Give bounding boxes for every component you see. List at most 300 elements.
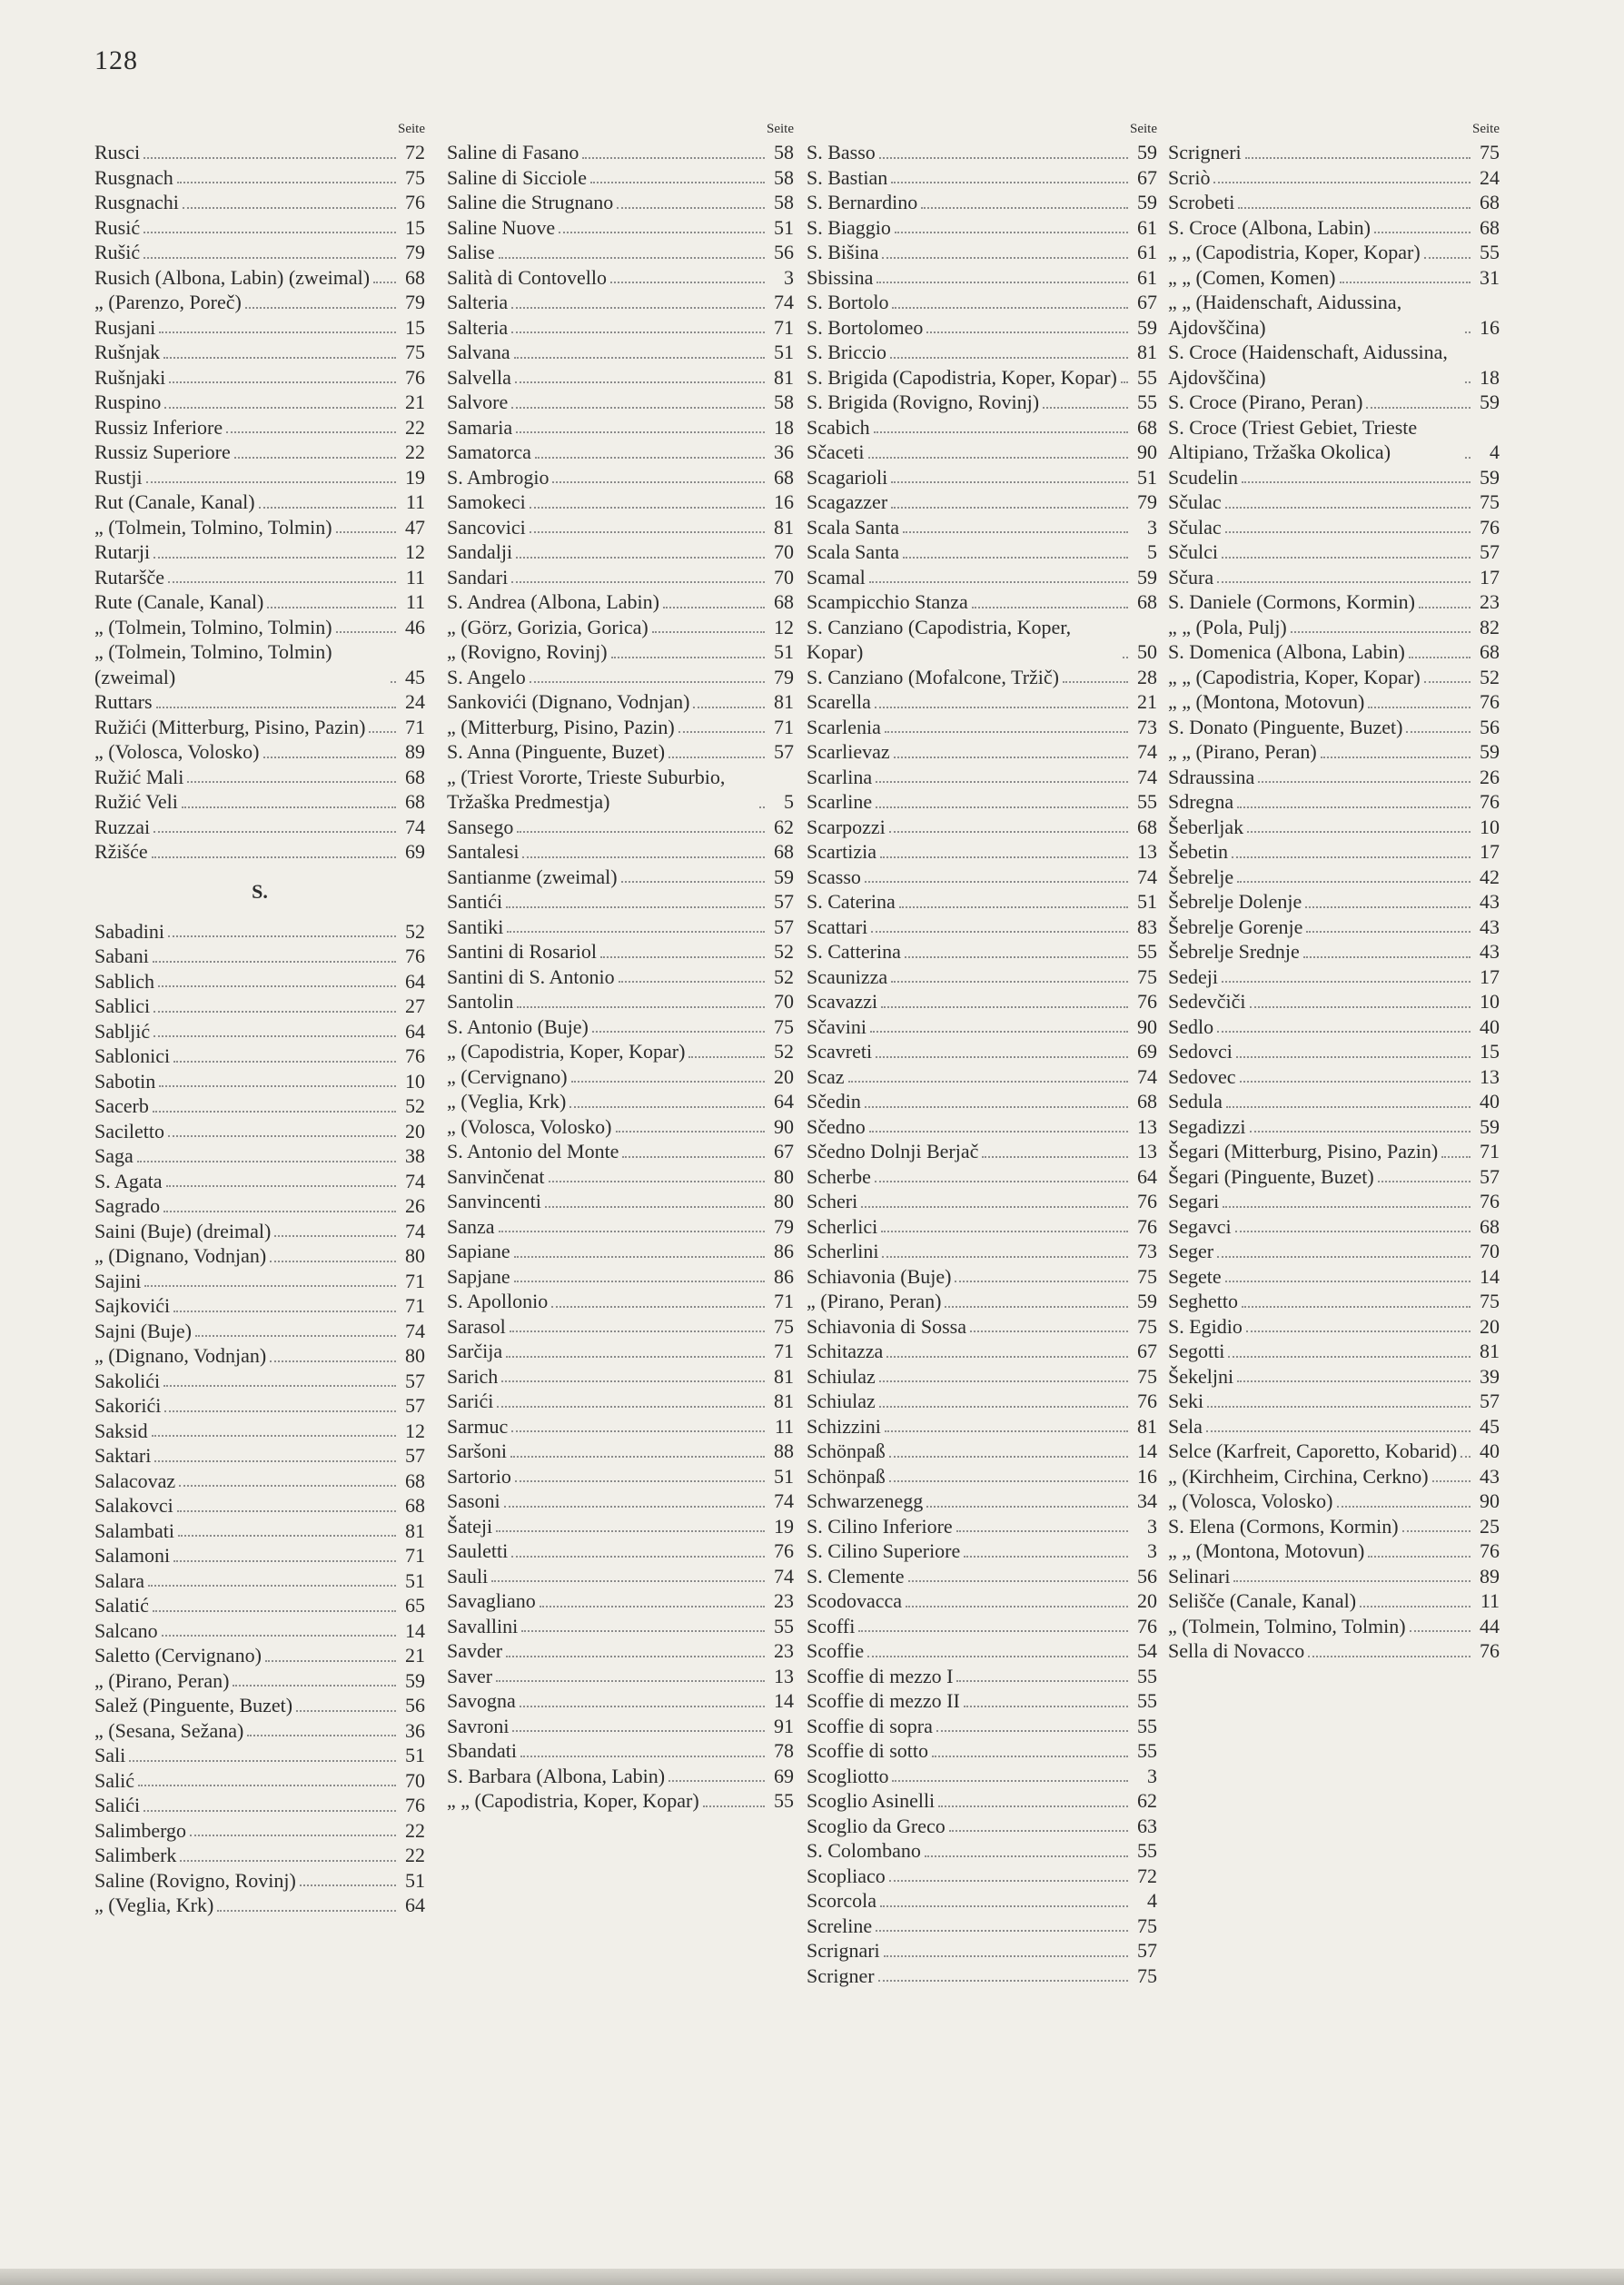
index-entry [94,1119,425,1144]
index-entry [447,865,794,890]
leader-dots [154,1460,396,1462]
leader-dots [1238,207,1471,209]
section-letter: S. [252,879,268,903]
entry-name: „ „ (Haidenschaft, Aidussina, Ajdovščina) [1168,291,1402,339]
entry-name: Šeberljak [1168,815,1244,838]
leader-dots [506,1356,765,1358]
index-entry [94,1343,425,1369]
leader-dots [1465,331,1471,333]
entry-name: Sdregna [1168,790,1234,813]
entry-name: S. Daniele (Cormons, Kormin) [1168,590,1415,613]
entry-name: „ (Capodistria, Koper, Kopar) [447,1040,686,1063]
entry-page: 67 [1137,165,1157,189]
index-entry [807,265,1157,291]
index-entry [1168,1164,1500,1190]
entry-name: Salambati [94,1518,174,1542]
index-entry [807,1764,1157,1789]
entry-page: 68 [1480,640,1500,663]
leader-dots [510,1456,765,1458]
leader-dots [892,1780,1128,1782]
entry-name: Rusci [94,141,141,163]
index-entry [1168,265,1500,291]
index-entry [1168,989,1500,1014]
entry-page: 64 [1137,1164,1157,1188]
entry-name: Scrigner [807,1964,875,1987]
leader-dots [499,1231,765,1232]
entry-name: „ „ (Capodistria, Koper, Kopar) [1168,241,1421,263]
entry-page: 75 [774,1314,794,1338]
leader-dots [1366,407,1471,409]
entry-page: 51 [405,1868,425,1892]
leader-dots [1374,232,1471,233]
entry-name: Scarella [807,690,871,713]
leader-dots [522,856,765,858]
entry-page: 71 [774,715,794,738]
index-entry [807,1039,1157,1064]
entry-page: 54 [1137,1639,1157,1662]
index-entry [447,515,794,540]
leader-dots [515,381,765,383]
entry-name: Sedlo [1168,1014,1214,1038]
leader-dots [610,282,765,283]
leader-dots [1121,381,1128,383]
index-entry [447,915,794,940]
entry-page: 12 [405,540,425,563]
entry-name: Salvella [447,365,511,389]
entry-name: „ „ (Montona, Motovun) [1168,690,1365,713]
index-entry [94,1193,425,1219]
entry-name: „ (Tolmein, Tolmino, Tolmin) [94,515,332,539]
index-entry [94,1818,425,1844]
entry-page: 73 [1137,1240,1157,1262]
index-entry [807,1264,1157,1290]
leader-dots [891,182,1128,183]
entry-page: 74 [774,1564,794,1588]
entry-name: „ (Pirano, Peran) [94,1668,230,1692]
leader-dots [535,457,765,459]
entry-page: 76 [1480,1190,1500,1212]
index-entry [1168,1239,1500,1264]
entry-name: Sčulci [1168,540,1218,563]
entry-name: Scaunizza [807,964,888,988]
entry-page: 61 [1137,265,1157,289]
entry-name: Sčedin [807,1090,861,1113]
entry-name: „ (Pirano, Peran) [807,1290,942,1312]
entry-name: Santići [447,890,503,913]
entry-page: 80 [774,1190,794,1212]
leader-dots [1228,1356,1471,1358]
index-entry [807,815,1157,840]
index-entry [447,1089,794,1114]
index-entry [807,340,1157,365]
leader-dots [559,232,765,233]
entry-name: Rustji [94,465,143,489]
index-entry [447,1788,794,1814]
index-entry [94,1143,425,1169]
index-entry [94,1518,425,1544]
leader-dots [137,1161,396,1162]
entry-name: S. Elena (Cormons, Kormin) [1168,1514,1399,1538]
entry-page: 67 [774,1140,794,1162]
index-entry [807,615,1157,665]
index-entry [94,465,425,490]
leader-dots [159,331,396,333]
entry-page: 68 [1480,215,1500,239]
entry-page: 20 [774,1064,794,1088]
leader-dots [1465,457,1471,459]
entry-name: S. Donato (Pinguente, Buzet) [1168,715,1403,738]
entry-page: 34 [1137,1489,1157,1512]
index-entry [1168,765,1500,790]
entry-name: Sankovići (Dignano, Vodnjan) [447,690,690,713]
index-entry [447,1414,794,1439]
entry-name: Sali [94,1744,126,1766]
index-entry [1168,1439,1500,1464]
leader-dots [964,1556,1128,1558]
entry-page: 80 [405,1344,425,1367]
index-entry [807,1364,1157,1390]
leader-dots [925,1855,1128,1857]
entry-page: 11 [1480,1589,1500,1612]
entry-page: 55 [1137,391,1157,413]
leader-dots [865,881,1128,883]
entry-page: 59 [1480,1114,1500,1138]
leader-dots [876,1056,1128,1058]
leader-dots [668,1780,765,1782]
entry-name: Salteria [447,291,509,313]
entry-name: Salići [94,1794,141,1816]
index-entry [807,539,1157,565]
index-entry [807,715,1157,740]
leader-dots [179,1485,396,1487]
entry-name: „ (Mitterburg, Pisino, Pazin) [447,715,675,738]
entry-name: Scavreti [807,1040,873,1063]
leader-dots [668,757,765,758]
leader-dots [1305,906,1471,908]
entry-name: Rutarji [94,540,151,563]
entry-page: 19 [774,1514,794,1538]
leader-dots [144,1810,396,1812]
entry-name: Salità di Contovello [447,265,607,289]
entry-name: Rusgnachi [94,191,179,213]
leader-dots [1235,1231,1471,1232]
leader-dots [1242,1306,1471,1308]
entry-page: 90 [774,1114,794,1138]
entry-name: Scala Santa [807,515,900,539]
entry-name: Salvana [447,341,510,363]
index-entry [447,889,794,915]
leader-dots [1213,182,1471,183]
index-entry [447,290,794,315]
index-entry [94,490,425,515]
entry-name: Sabljić [94,1019,151,1043]
leader-dots [514,357,765,359]
index-entry [807,140,1157,165]
entry-name: Saktari [94,1444,152,1467]
entry-page: 68 [774,465,794,489]
leader-dots [517,1006,765,1008]
entry-page: 73 [1137,715,1157,738]
index-entry [807,215,1157,241]
leader-dots [1368,707,1471,708]
leader-dots [1465,381,1471,383]
leader-dots [1424,681,1471,683]
leader-dots [514,1256,765,1258]
leader-dots [617,207,765,209]
entry-page: 40 [1480,1090,1500,1113]
leader-dots [511,1556,765,1558]
index-entry [807,390,1157,415]
entry-name: Sella di Novacco [1168,1639,1305,1662]
leader-dots [173,1560,396,1562]
entry-page: 20 [1480,1314,1500,1338]
index-entry [94,1469,425,1494]
entry-name: Scarlina [807,765,873,788]
entry-page: 76 [1137,1614,1157,1637]
entry-page: 79 [774,665,794,688]
entry-page: 57 [405,1444,425,1467]
entry-page: 67 [1137,1340,1157,1362]
entry-name: S. Cilino Superiore [807,1539,961,1562]
index-entry [447,1114,794,1140]
leader-dots [590,182,765,183]
leader-dots [869,581,1128,583]
entry-name: S. Caterina [807,890,896,913]
entry-page: 36 [405,1718,425,1742]
entry-page: 75 [1480,490,1500,513]
entry-page: 19 [405,465,425,489]
entry-page: 3 [1147,1514,1157,1538]
index-entry [807,1164,1157,1190]
leader-dots [879,1406,1128,1408]
index-entry [1168,1314,1500,1340]
leader-dots [945,1306,1128,1308]
leader-dots [530,681,765,683]
index-entry [1168,1588,1500,1614]
leader-dots [163,357,396,359]
index-entry [807,1638,1157,1664]
entry-name: Segadizzi [1168,1114,1246,1138]
entry-name: Scoffie di mezzo I [807,1664,954,1687]
entry-name: Scaz [807,1064,845,1088]
entry-name: Russiz Inferiore [94,415,223,439]
leader-dots [173,1311,396,1312]
entry-name: Schwarzenegg [807,1489,924,1512]
entry-page: 81 [774,690,794,713]
entry-page: 18 [1480,365,1500,389]
entry-name: Scarline [807,790,873,813]
leader-dots [1063,681,1128,683]
column-header-seite: Seite [767,122,794,136]
entry-name: Scabich [807,415,870,439]
entry-name: Ružić Veli [94,790,178,813]
entry-name: Scoffie di sopra [807,1714,933,1737]
entry-name: S. Croce (Haidenschaft, Aidussina, Ajdovščina) [1168,341,1448,389]
entry-name: Sartorio [447,1464,511,1488]
entry-page: 16 [774,490,794,513]
entry-name: „ (Görz, Gorizia, Gorica) [447,615,649,638]
entry-name: „ (Dignano, Vodnjan) [94,1344,267,1367]
leader-dots [1246,1330,1471,1332]
leader-dots [582,157,765,159]
entry-page: 75 [405,341,425,363]
index-entry [447,465,794,490]
leader-dots [1441,1156,1471,1158]
index-entry [94,1793,425,1818]
index-entry [447,689,794,715]
entry-page: 50 [1137,640,1157,663]
index-entry [807,1014,1157,1040]
entry-name: Sela [1168,1414,1203,1438]
entry-name: „ „ (Montona, Motovun) [1168,1539,1365,1562]
leader-dots [936,1730,1128,1732]
index-entry [807,839,1157,865]
entry-name: Šekeljni [1168,1364,1234,1388]
column-header-seite: Seite [1472,122,1500,136]
leader-dots [233,1685,396,1687]
leader-dots [848,1081,1128,1083]
entry-name: Scagazzer [807,490,888,513]
index-entry [807,1389,1157,1414]
leader-dots [169,381,396,383]
leader-dots [148,1585,396,1587]
entry-page: 81 [774,365,794,389]
leader-dots [545,1206,765,1208]
entry-page: 74 [1137,865,1157,888]
entry-page: 69 [405,840,425,863]
entry-page: 57 [1480,1390,1500,1412]
leader-dots [520,1756,765,1757]
leader-dots [1247,831,1471,833]
leader-dots [511,1430,765,1432]
index-entry [1168,1514,1500,1539]
leader-dots [903,557,1128,559]
entry-page: 89 [1480,1564,1500,1588]
leader-dots [259,507,396,509]
index-entry [1168,415,1500,465]
leader-dots [552,481,765,483]
entry-page: 17 [1480,840,1500,863]
entry-page: 47 [405,515,425,539]
index-column-2 [447,120,794,1814]
entry-page: 14 [405,1618,425,1642]
index-entry [1168,1564,1500,1589]
index-entry [94,265,425,291]
index-entry [807,1838,1157,1864]
entry-page: 14 [1480,1264,1500,1288]
leader-dots [263,757,397,758]
entry-page: 90 [1480,1489,1500,1512]
entry-page: 43 [1480,890,1500,913]
leader-dots [369,731,396,733]
entry-name: „ (Volosca, Volosko) [94,740,260,763]
leader-dots [520,1706,765,1707]
leader-dots [265,1660,396,1662]
entry-page: 23 [1480,590,1500,613]
index-entry [94,815,425,840]
leader-dots [1232,856,1471,858]
index-entry [94,1768,425,1794]
entry-name: Sajini [94,1269,142,1292]
entry-page: 81 [774,515,794,539]
index-entry [807,915,1157,940]
leader-dots [889,1880,1128,1882]
index-entry [447,1189,794,1214]
entry-page: 13 [1137,1140,1157,1162]
index-entry [447,315,794,341]
leader-dots [177,1510,396,1512]
leader-dots [1225,507,1471,509]
leader-dots [540,1606,765,1607]
index-entry [94,165,425,191]
leader-dots [878,1980,1128,1982]
scan-edge-band [0,2269,1624,2285]
entry-name: Sauletti [447,1539,509,1562]
index-entry [807,1239,1157,1264]
entry-page: 14 [1137,1439,1157,1462]
entry-page: 55 [1137,1714,1157,1737]
entry-page: 20 [405,1119,425,1142]
entry-page: 16 [1480,315,1500,339]
leader-dots [1123,657,1128,658]
entry-page: 76 [1480,1539,1500,1562]
index-entry [807,315,1157,341]
entry-page: 71 [405,715,425,738]
index-entry [94,1843,425,1868]
entry-page: 64 [405,1894,425,1916]
entry-page: 76 [1137,1190,1157,1212]
index-entry [447,1714,794,1739]
leader-dots [1240,1081,1471,1083]
leader-dots [549,1181,765,1182]
entry-page: 55 [1137,1664,1157,1687]
entry-page: 57 [774,915,794,938]
leader-dots [895,232,1128,233]
leader-dots [391,681,396,683]
entry-name: Selinari [1168,1564,1231,1588]
index-entry [447,615,794,640]
leader-dots [496,1680,765,1682]
index-entry [807,1214,1157,1240]
entry-name: Scherlici [807,1214,878,1238]
entry-name: S. Briccio [807,341,886,363]
leader-dots [894,757,1128,758]
entry-name: Scrignari [807,1939,880,1962]
leader-dots [163,1211,396,1212]
entry-page: 71 [774,1290,794,1312]
index-entry [1168,1039,1500,1064]
index-entry [807,1864,1157,1889]
leader-dots [373,282,396,283]
entry-page: 58 [774,391,794,413]
entry-page: 59 [1480,391,1500,413]
entry-page: 3 [1147,1539,1157,1562]
index-entry [447,1139,794,1164]
leader-dots [153,1011,396,1013]
entry-page: 26 [1480,765,1500,788]
entry-name: Sbissina [807,265,874,289]
index-entry [447,839,794,865]
entry-name: S. Andrea (Albona, Labin) [447,590,659,613]
leader-dots [881,1231,1128,1232]
entry-page: 62 [1137,1789,1157,1812]
index-entry [1168,839,1500,865]
entry-name: Šegari (Mitterburg, Pisino, Pazin) [1168,1140,1439,1162]
entry-name: Sarasol [447,1314,506,1338]
entry-page: 68 [774,590,794,613]
leader-dots [870,1031,1128,1033]
entry-name: Salakovci [94,1494,173,1517]
